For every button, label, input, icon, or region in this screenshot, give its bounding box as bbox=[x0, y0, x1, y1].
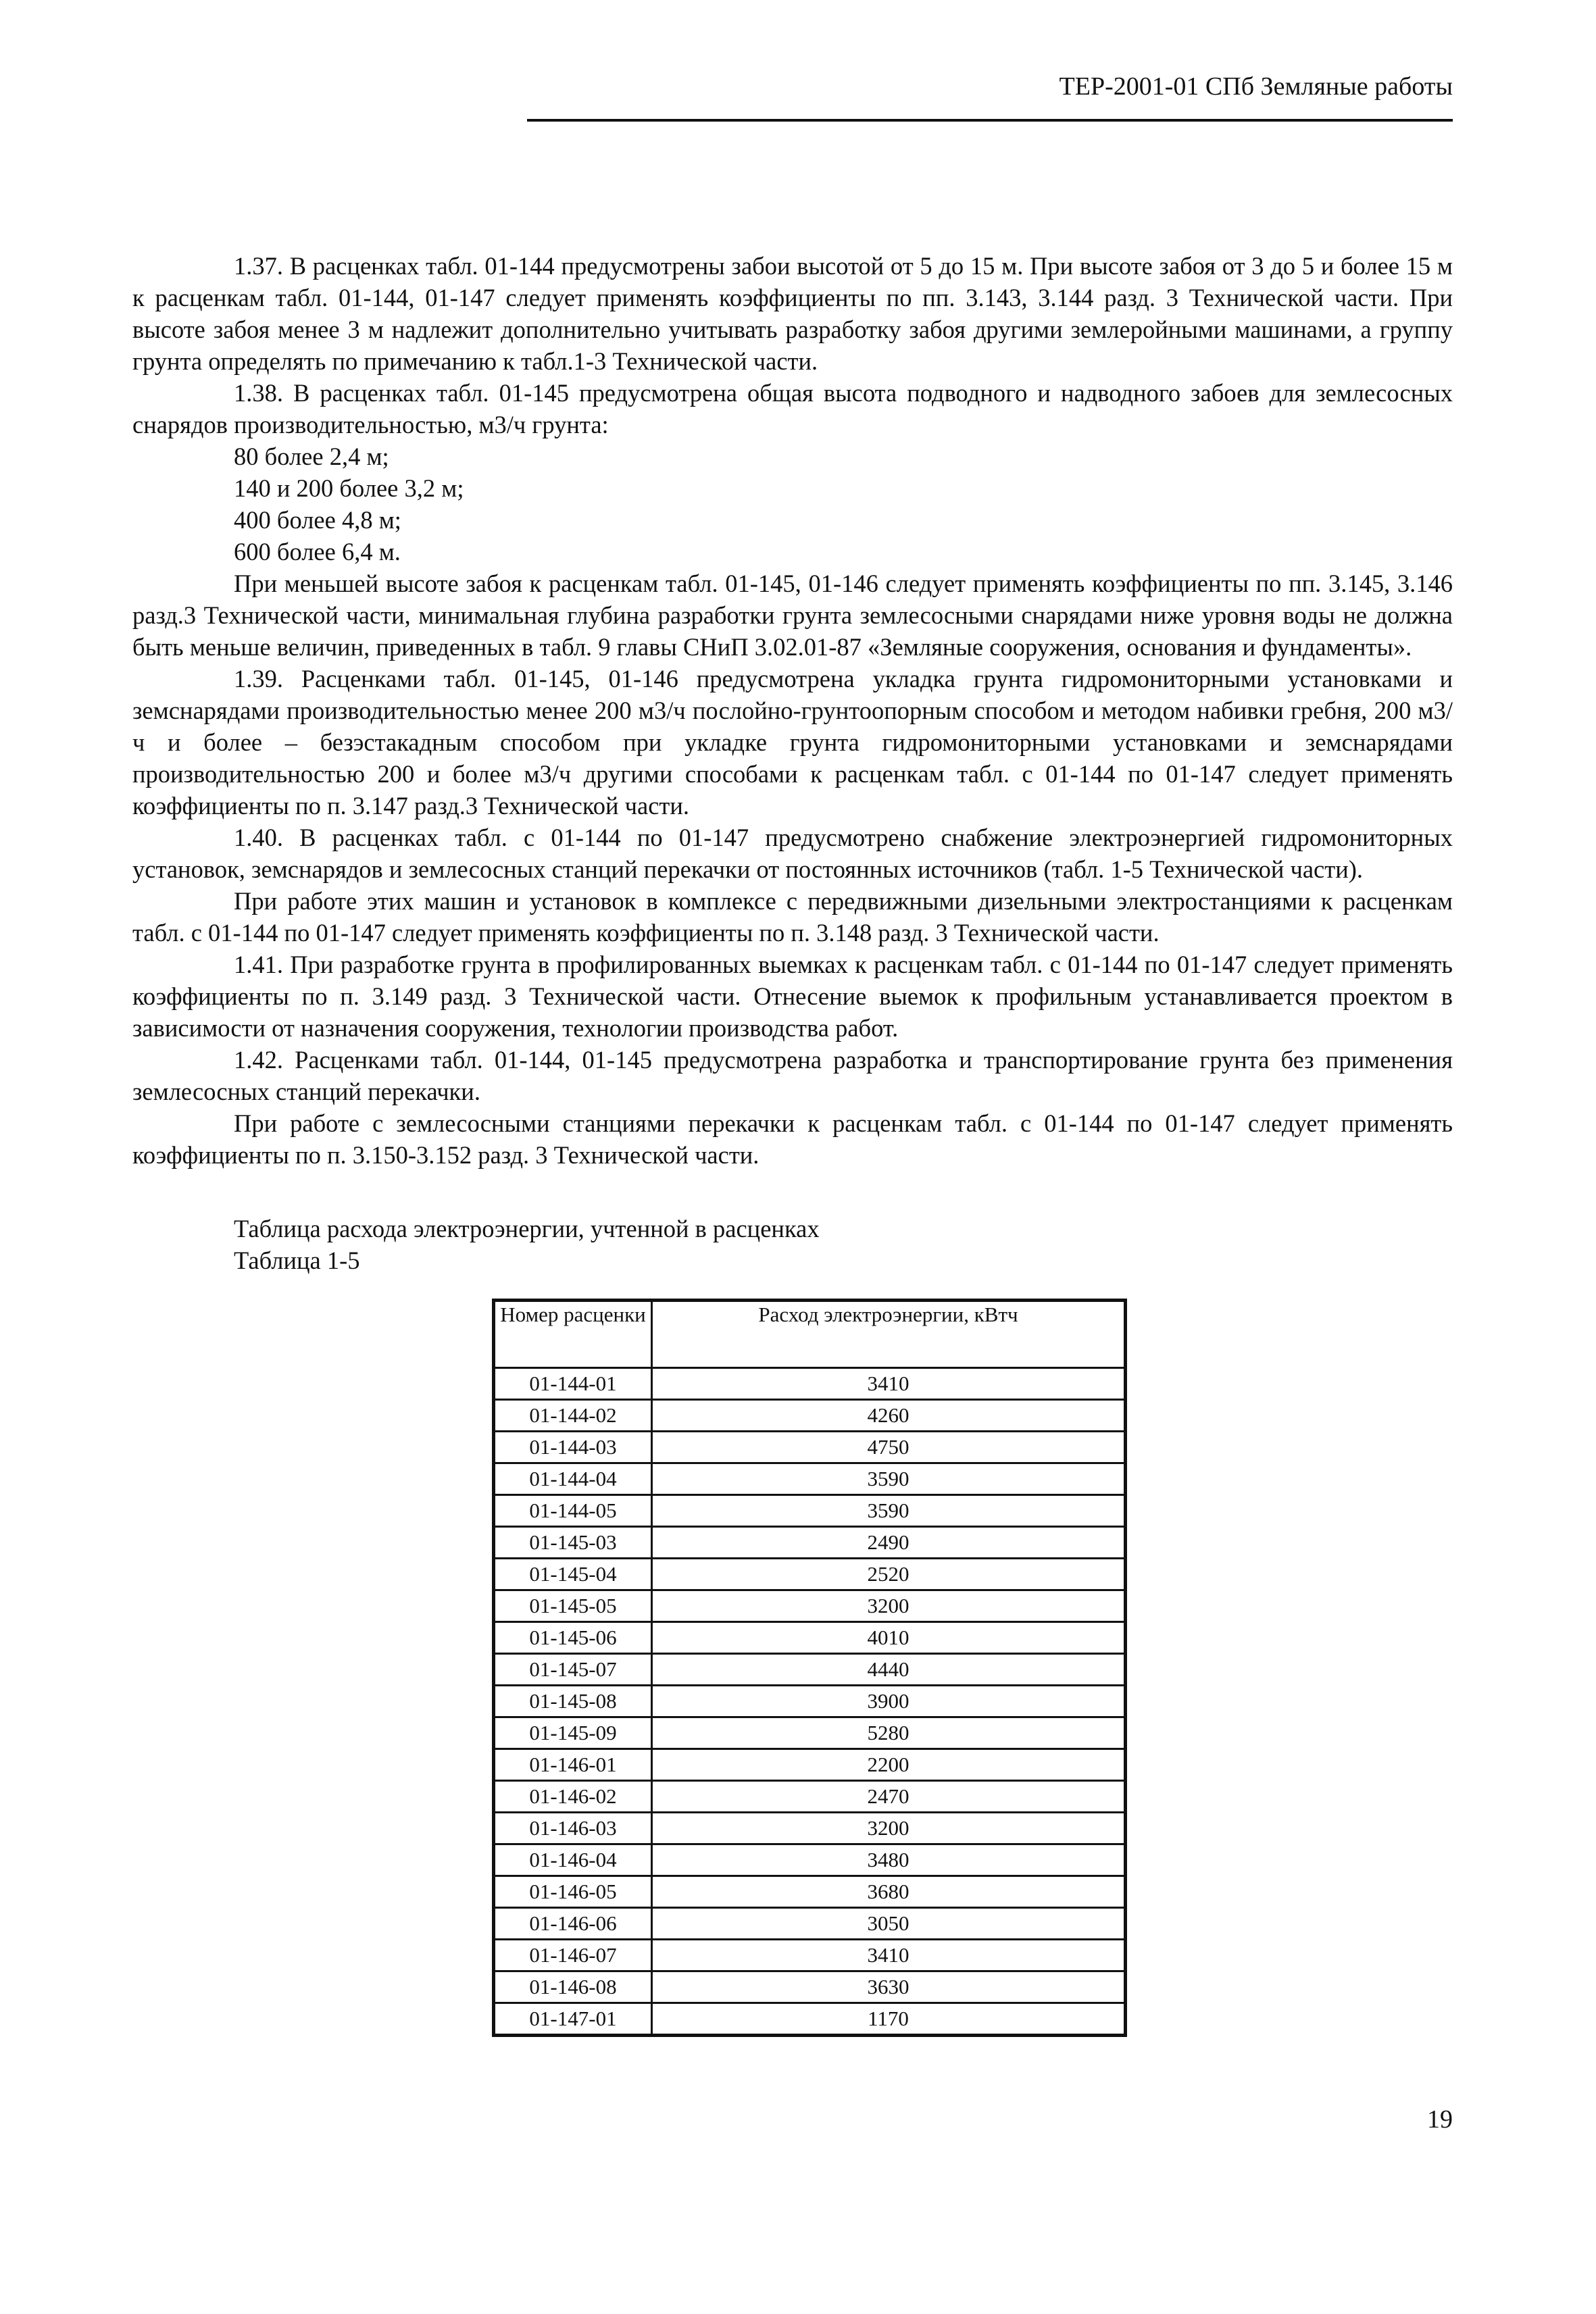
paragraph: 1.40. В расценках табл. с 01-144 по 01-147 предусмотрено снабжение электроэнергией гидромониторных установок, земснарядов и землесосных станций перекачки от постоянных источников (табл. 1-5 Технической части). bbox=[132, 824, 1453, 883]
cell-energy-value: 5280 bbox=[652, 1717, 1126, 1749]
table-header-row bbox=[494, 1301, 1126, 1368]
cell-energy-value: 2490 bbox=[652, 1527, 1126, 1559]
table-row bbox=[494, 2003, 1126, 2036]
cell-energy-value: 4440 bbox=[652, 1654, 1126, 1686]
energy-consumption-table bbox=[492, 1299, 1127, 2037]
table-row bbox=[494, 1908, 1126, 1940]
cell-energy-value: 3410 bbox=[652, 1368, 1126, 1400]
cell-energy-value: 3590 bbox=[652, 1495, 1126, 1527]
cell-energy-value: 1170 bbox=[652, 2003, 1126, 2036]
table-row bbox=[494, 1432, 1126, 1463]
cell-rate-number: 01-145-06 bbox=[494, 1622, 652, 1654]
paragraph: При работе этих машин и установок в комплексе с передвижными дизельными электростанциями к расценкам табл. с 01-144 по 01-147 следует применять коэффициенты по п. 3.148 разд. 3 Технической части. bbox=[132, 887, 1453, 947]
paragraph: При меньшей высоте забоя к расценкам табл. 01-145, 01-146 следует применять коэффициенты по пп. 3.145, 3.146 разд.3 Технической части, минимальная глубина разработки грунта землесосными снарядами ниже уровня воды не должна быть меньше величин, приведенных в табл. 9 главы СНиП 3.02.01-87 «Земляные сооружения, основания и фундаменты». bbox=[132, 570, 1453, 661]
cell-rate-number: 01-144-04 bbox=[494, 1463, 652, 1495]
cell-rate-number: 01-146-01 bbox=[494, 1749, 652, 1781]
cell-energy-value: 3200 bbox=[652, 1813, 1126, 1844]
paragraph: 80 более 2,4 м; bbox=[234, 443, 389, 470]
paragraph: 400 более 4,8 м; bbox=[234, 506, 401, 534]
cell-energy-value: 2470 bbox=[652, 1781, 1126, 1813]
cell-rate-number: 01-145-03 bbox=[494, 1527, 652, 1559]
header-energy-consumption: Расход электроэнергии, кВтч bbox=[652, 1301, 1126, 1368]
cell-rate-number: 01-144-02 bbox=[494, 1400, 652, 1432]
header-rate-number: Номер расценки bbox=[494, 1301, 652, 1368]
cell-rate-number: 01-145-08 bbox=[494, 1686, 652, 1717]
table-row bbox=[494, 1559, 1126, 1590]
table-row bbox=[494, 1495, 1126, 1527]
table-row bbox=[494, 1876, 1126, 1908]
body-text bbox=[132, 250, 1453, 1276]
cell-energy-value: 2200 bbox=[652, 1749, 1126, 1781]
cell-rate-number: 01-144-05 bbox=[494, 1495, 652, 1527]
table-row bbox=[494, 1717, 1126, 1749]
page-number: 19 bbox=[1427, 2105, 1453, 2134]
cell-rate-number: 01-145-09 bbox=[494, 1717, 652, 1749]
paragraph: 1.37. В расценках табл. 01-144 предусмотрены забои высотой от 5 до 15 м. При высоте забоя от 3 до 5 и более 15 м к расценкам табл. 01-144, 01-147 следует применять коэффициенты по пп. 3.143, 3.144 разд. 3 Технической части. При высоте забоя менее 3 м надлежит дополнительно учитывать разработку забоя другими землеройными машинами, а группу грунта определять по примечанию к табл.1-3 Технической части. bbox=[132, 252, 1453, 375]
cell-energy-value: 3900 bbox=[652, 1686, 1126, 1717]
table-row bbox=[494, 1368, 1126, 1400]
cell-rate-number: 01-147-01 bbox=[494, 2003, 652, 2036]
table-row bbox=[494, 1940, 1126, 1971]
table-row bbox=[494, 1971, 1126, 2003]
cell-rate-number: 01-145-07 bbox=[494, 1654, 652, 1686]
cell-rate-number: 01-144-03 bbox=[494, 1432, 652, 1463]
cell-energy-value: 4750 bbox=[652, 1432, 1126, 1463]
table-row bbox=[494, 1654, 1126, 1686]
cell-energy-value: 3050 bbox=[652, 1908, 1126, 1940]
table-body bbox=[494, 1368, 1126, 2036]
cell-rate-number: 01-144-01 bbox=[494, 1368, 652, 1400]
cell-rate-number: 01-146-04 bbox=[494, 1844, 652, 1876]
table-row bbox=[494, 1686, 1126, 1717]
cell-energy-value: 4260 bbox=[652, 1400, 1126, 1432]
table-row bbox=[494, 1749, 1126, 1781]
cell-rate-number: 01-145-04 bbox=[494, 1559, 652, 1590]
paragraph: При работе с землесосными станциями перекачки к расценкам табл. с 01-144 по 01-147 следует применять коэффициенты по п. 3.150-3.152 разд. 3 Технической части. bbox=[132, 1109, 1453, 1169]
table-row bbox=[494, 1622, 1126, 1654]
table-row bbox=[494, 1844, 1126, 1876]
table-row bbox=[494, 1781, 1126, 1813]
cell-energy-value: 3680 bbox=[652, 1876, 1126, 1908]
cell-energy-value: 4010 bbox=[652, 1622, 1126, 1654]
table-row bbox=[494, 1463, 1126, 1495]
paragraph: 600 более 6,4 м. bbox=[234, 538, 401, 565]
table-caption: Таблица расхода электроэнергии, учтенной в расценках bbox=[234, 1215, 820, 1242]
cell-rate-number: 01-146-05 bbox=[494, 1876, 652, 1908]
table-row bbox=[494, 1400, 1126, 1432]
paragraph: 140 и 200 более 3,2 м; bbox=[234, 474, 464, 502]
cell-energy-value: 3410 bbox=[652, 1940, 1126, 1971]
cell-rate-number: 01-146-02 bbox=[494, 1781, 652, 1813]
page-header bbox=[527, 65, 1453, 122]
table-number: Таблица 1-5 bbox=[234, 1247, 360, 1274]
paragraph: 1.42. Расценками табл. 01-144, 01-145 предусмотрена разработка и транспортирование грунта без применения землесосных станций перекачки. bbox=[132, 1046, 1453, 1105]
table-row bbox=[494, 1590, 1126, 1622]
table-row bbox=[494, 1527, 1126, 1559]
cell-energy-value: 3630 bbox=[652, 1971, 1126, 2003]
header-title: ТЕР-2001-01 СПб Земляные работы bbox=[1059, 72, 1453, 101]
paragraph: 1.41. При разработке грунта в профилированных выемках к расценкам табл. с 01-144 по 01-147 следует применять коэффициенты по п. 3.149 разд. 3 Технической части. Отнесение выемок к профильным устанавливается проектом в зависимости от назначения сооружения, технологии производства работ. bbox=[132, 951, 1453, 1042]
cell-rate-number: 01-145-05 bbox=[494, 1590, 652, 1622]
cell-energy-value: 3480 bbox=[652, 1844, 1126, 1876]
paragraph: 1.39. Расценками табл. 01-145, 01-146 предусмотрена укладка грунта гидромониторными установками и земснарядами производительностью менее 200 м3/ч послойно-грунтоопорным способом и методом набивки гребня, 200 м3/ч и более – безэстакадным способом при укладке грунта гидромониторными установками и земснарядами производительностью 200 и более м3/ч другими способами к расценкам табл. с 01-144 по 01-147 следует применять коэффициенты по п. 3.147 разд.3 Технической части. bbox=[132, 665, 1453, 820]
table-row bbox=[494, 1813, 1126, 1844]
cell-rate-number: 01-146-06 bbox=[494, 1908, 652, 1940]
cell-rate-number: 01-146-08 bbox=[494, 1971, 652, 2003]
cell-rate-number: 01-146-07 bbox=[494, 1940, 652, 1971]
cell-energy-value: 3590 bbox=[652, 1463, 1126, 1495]
cell-rate-number: 01-146-03 bbox=[494, 1813, 652, 1844]
cell-energy-value: 2520 bbox=[652, 1559, 1126, 1590]
cell-energy-value: 3200 bbox=[652, 1590, 1126, 1622]
paragraph: 1.38. В расценках табл. 01-145 предусмотрена общая высота подводного и надводного забоев для землесосных снарядов производительностью, м3/ч грунта: bbox=[132, 379, 1453, 438]
